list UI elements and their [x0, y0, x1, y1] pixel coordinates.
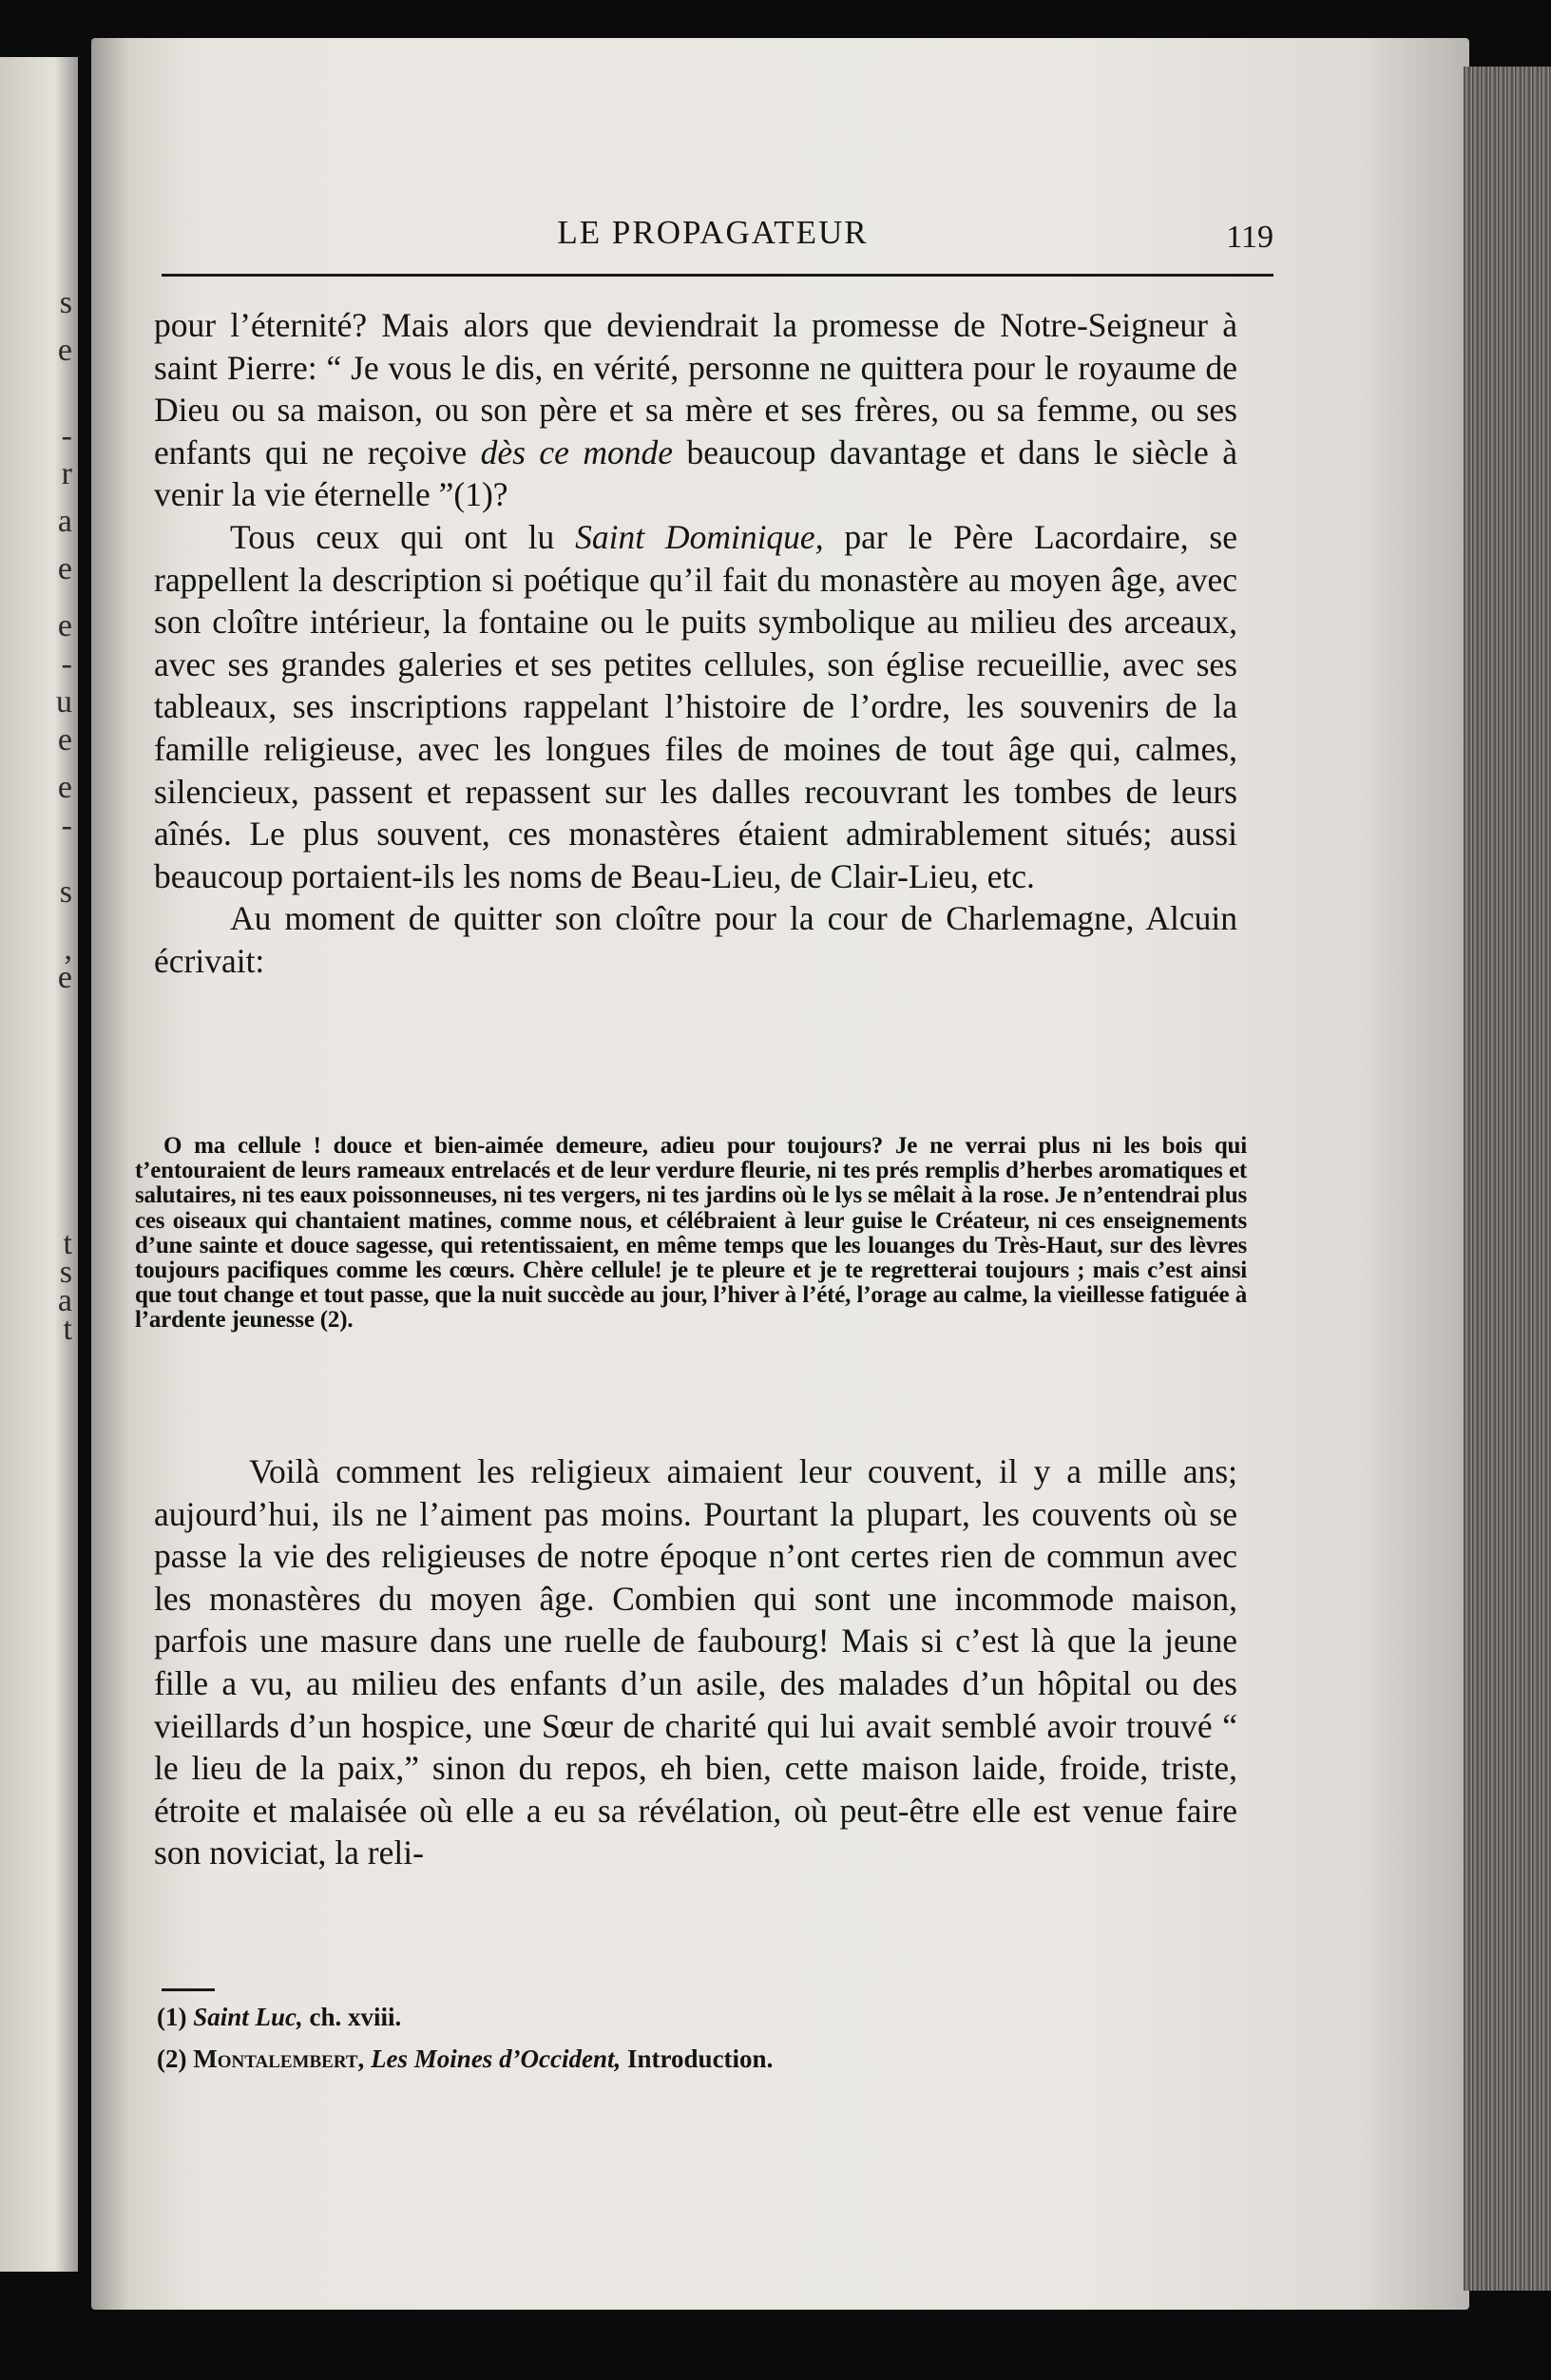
left-page-fragment: a	[57, 1283, 72, 1318]
paragraph-2-italic: Saint Dominique,	[575, 517, 824, 556]
footnote-2-author: Montalembert,	[193, 2044, 365, 2073]
page-stack-edge	[1464, 67, 1551, 2291]
left-page-fragment: s	[59, 1255, 72, 1290]
footnote-1-title: Saint Luc,	[193, 2003, 303, 2031]
paragraph-1-text-b: beaucoup davantage et dans le siècle à venir la vie éternelle ”(1)?	[154, 432, 1237, 514]
footnotes	[157, 1996, 1202, 2080]
left-page-fragment: -	[61, 418, 72, 453]
page-header	[162, 214, 1273, 280]
block-quote	[135, 1134, 1247, 1334]
left-page-fragment: e	[57, 551, 72, 586]
left-page-fragment: t	[63, 1226, 72, 1261]
left-page-fragment: -	[61, 808, 72, 843]
paragraph-3: Au moment de quitter son cloître pour la cour de Charlemagne, Alcuin écrivait:	[154, 899, 1237, 980]
paragraph-1	[154, 304, 1237, 516]
paragraph-2-text-a: Tous ceux qui ont lu	[230, 517, 576, 556]
left-page-fragment: -	[61, 646, 72, 681]
left-page-fragment: s	[59, 874, 72, 910]
left-page-fragment: e	[57, 608, 72, 643]
paragraph-2-text-b: par le Père Lacordaire, se rappellent la description si poétique qu’il fait du monastère au moyen âge, avec son cloître intérieur, la fontaine ou le puits symbolique au milieu des arceaux, avec ses grandes galeries et ses petites cellules, son église recueillie, avec ses tableaux, ses inscriptions rappelant l’histoire de l’ordre, les souvenirs de la famille religieuse, avec les longues files de moines de tout âge qui, calmes, silencieux, passent et repassent sur les dalles recouvrant les tombes de leurs aînés. Le plus souvent, ces monastères étaient admirablement situés; aussi beaucoup portaient-ils les noms de Beau-Lieu, de Clair-Lieu, etc.	[154, 517, 1238, 895]
left-adjacent-page	[0, 57, 78, 2272]
left-page-fragment: s	[59, 285, 72, 320]
left-page-fragment: e	[57, 333, 72, 368]
left-page-fragment: t	[63, 1312, 72, 1347]
paragraph-4: Voilà comment les religieux aimaient leur couvent, il y a mille ans; aujourd’hui, ils ne l’aiment pas moins. Pourtant la plupart, les couvents où se passe la vie des religieuses de notre époque n’ont certes rien de commun avec les monastères du moyen âge. Combien qui sont une incommode maison, parfois une masure dans une ruelle de faubourg! Mais si c’est là que la jeune fille a vu, au milieu des enfants d’un asile, des malades d’un hôpital ou des vieillards d’un hospice, une Sœur de charité qui lui avait semblé avoir trouvé “ le lieu de la paix,” sinon du repos, eh bien, cette maison laide, froide, triste, étroite et malaisée où elle a eu sa révélation, où peut-être elle est venue faire son noviciat, la reli-	[154, 1452, 1237, 1872]
running-title: LE PROPAGATEUR	[557, 214, 869, 251]
quote-text: O ma cellule ! douce et bien-aimée demeure, adieu pour toujours? Je ne verrai plus ni les bois qui t’entouraient de leurs rameaux entrelacés et de leur verdure fleurie, ni tes prés remplis d’herbes aromatiques et salutaires, ni tes eaux poissonneuses, ni tes vergers, ni tes jardins où le lys se mêlait à la rose. Je n’entendrai plus ces oiseaux qui chantaient matines, comme nous, et célébraient à leur guise le Créateur, ni ces enseignements d’une sainte et douce sagesse, qui retentissaient, en même temps que les louanges du Très-Haut, sur des lèvres toujours pacifiques comme les cœurs. Chère cellule! je te pleure et je te regretterai toujours ; mais c’est ainsi que tout change et tout passe, que la nuit succède au jour, l’hiver à l’été, l’orage au calme, la vieillesse fatiguée à l’ardente jeunesse (2).	[135, 1133, 1247, 1334]
footnote-2-marker: (2)	[157, 2044, 187, 2073]
left-page-fragment: a	[57, 504, 72, 539]
footnote-2-rest: Introduction.	[621, 2044, 774, 2073]
paragraph-2	[154, 516, 1237, 897]
footnote-1	[157, 1996, 1202, 2038]
footnote-2	[157, 2038, 1202, 2080]
left-page-fragment: r	[61, 456, 72, 491]
left-page-fragment: ,	[64, 931, 72, 967]
left-page-fragment: u	[56, 684, 72, 720]
page-number: 119	[1226, 220, 1273, 255]
body-text-continued	[154, 1450, 1237, 1874]
paragraph-1-italic: dès ce monde	[480, 432, 674, 471]
footnote-rule	[162, 1988, 215, 1991]
footnote-1-marker: (1)	[157, 2003, 187, 2031]
paragraph-1-text-a: pour l’éternité? Mais alors que deviendrait la promesse de Notre-Seigneur à saint Pierre: “ Je vous le dis, en vérité, personne ne quittera pour le royaume de Dieu ou sa maison, ou son père et sa mère et ses frères, ou sa femme, ou ses enfants qui ne reçoive	[154, 306, 1237, 471]
left-page-fragment: e	[57, 722, 72, 758]
left-page-fragment: e	[57, 960, 72, 995]
header-rule	[162, 274, 1273, 277]
footnote-1-rest: ch. xviii.	[302, 2003, 402, 2031]
left-page-fragment: e	[57, 770, 72, 805]
footnote-2-title: Les Moines d’Occident,	[371, 2044, 622, 2073]
body-text	[154, 304, 1237, 983]
